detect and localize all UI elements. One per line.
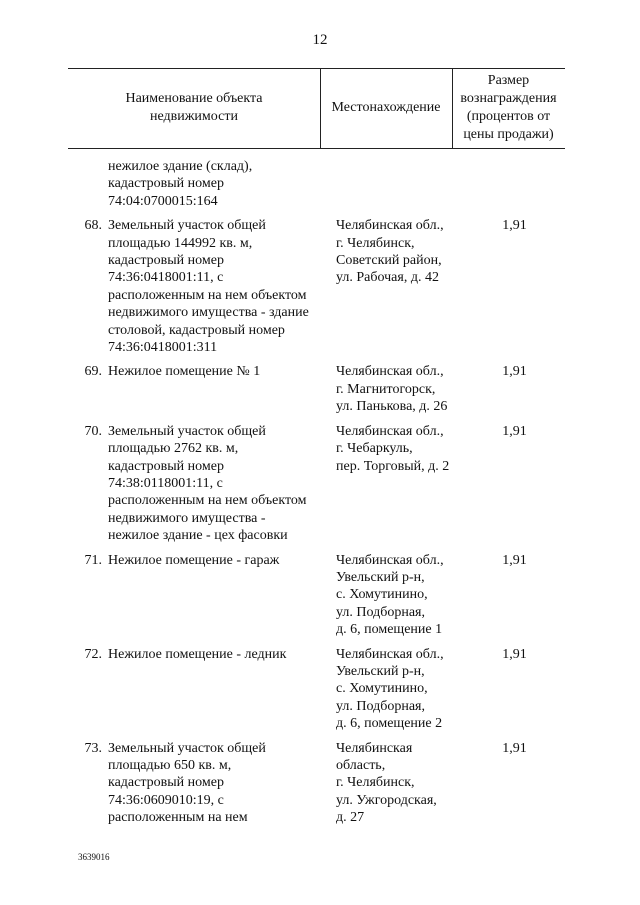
row-location — [326, 646, 458, 733]
row-location — [326, 217, 458, 356]
text-line: Челябинская обл., — [336, 364, 444, 380]
row-number: 69. — [84, 364, 102, 380]
text-line: Советский район, — [336, 253, 442, 269]
text-line: 74:38:0118001:11, с — [108, 475, 223, 491]
text-line: Нежилое помещение - ледник — [108, 646, 287, 662]
text-line: г. Магнитогорск, — [336, 381, 436, 397]
row-fee: 1,91 — [502, 218, 527, 234]
table-row — [68, 423, 565, 545]
text-line: недвижимости — [150, 109, 238, 124]
row-fee: 1,91 — [502, 364, 527, 380]
text-line: площадью 144992 кв. м, — [108, 235, 253, 251]
text-line: д. 6, помещение 1 — [336, 622, 443, 638]
text-line: Земельный участок общей — [108, 423, 266, 439]
text-line: столовой, кадастровый номер — [108, 322, 285, 338]
row-location — [326, 552, 458, 639]
row-number: 72. — [84, 646, 102, 662]
row-fee: 1,91 — [502, 423, 527, 439]
text-line: Местонахождение — [331, 100, 441, 115]
row-number: 68. — [84, 218, 102, 234]
text-line: недвижимого имущества - здание — [108, 305, 309, 321]
row-fee: 1,91 — [502, 552, 527, 568]
column-header-name — [68, 68, 320, 148]
column-header-location — [320, 68, 452, 148]
text-line: Земельный участок общей — [108, 740, 266, 756]
table-row — [68, 217, 565, 356]
text-line: площадью 650 кв. м, — [108, 758, 232, 773]
table-row — [68, 646, 565, 733]
text-line: Увельский р-н, — [336, 569, 425, 585]
row-number: 73. — [84, 740, 102, 756]
text-line: Нежилое помещение № 1 — [108, 364, 261, 380]
text-line: ул. Панькова, д. 26 — [336, 399, 448, 415]
page-number: 12 — [312, 32, 328, 48]
text-line: 74:36:0418001:311 — [108, 340, 218, 356]
text-line: Нежилое помещение - гараж — [108, 552, 280, 568]
text-line: расположенным на нем объектом — [108, 493, 307, 509]
row-fee — [458, 158, 571, 210]
text-line: вознаграждения — [460, 91, 557, 106]
text-line: кадастровый номер — [108, 176, 224, 192]
text-line: 74:36:0609010:19, с — [108, 792, 224, 808]
text-line: Челябинская обл., — [336, 218, 444, 234]
text-line: площадью 2762 кв. м, — [108, 441, 239, 457]
text-line: (процентов от — [466, 109, 551, 124]
text-line: Челябинская — [336, 740, 413, 756]
row-description — [102, 423, 326, 545]
table-row — [68, 158, 565, 210]
text-line: ул. Подборная, — [336, 604, 425, 620]
document-code: 3639016 — [78, 852, 110, 862]
row-number: 70. — [84, 423, 102, 439]
row-number: 71. — [84, 552, 102, 568]
table-row — [68, 740, 565, 827]
column-header-fee — [452, 68, 565, 148]
text-line: пер. Торговый, д. 2 — [336, 458, 450, 474]
text-line: Челябинская обл., — [336, 423, 444, 439]
text-line: г. Чебаркуль, — [336, 441, 413, 457]
text-line: нежилое здание - цех фасовки — [108, 528, 288, 544]
row-number — [68, 158, 102, 210]
text-line: с. Хомутинино, — [336, 587, 428, 603]
text-line: Размер — [487, 73, 530, 88]
text-line: кадастровый номер — [108, 253, 224, 269]
text-line: Челябинская обл., — [336, 552, 444, 568]
row-description — [102, 552, 326, 639]
table-body — [68, 158, 565, 834]
text-line: Наименование объекта — [125, 91, 263, 106]
row-location — [326, 363, 458, 415]
row-location — [326, 740, 458, 827]
row-description — [102, 217, 326, 356]
text-line: цены продажи) — [463, 127, 554, 142]
text-line: с. Хомутинино, — [336, 681, 428, 697]
text-line: г. Челябинск, — [336, 775, 415, 791]
text-line: область, — [336, 758, 386, 773]
table-row — [68, 363, 565, 415]
text-line: кадастровый номер — [108, 458, 224, 474]
row-description — [102, 646, 326, 733]
text-line: ул. Ужгородская, — [336, 792, 437, 808]
row-fee: 1,91 — [502, 740, 527, 756]
row-description — [102, 158, 326, 210]
row-location — [326, 423, 458, 545]
text-line: 74:04:0700015:164 — [108, 193, 218, 209]
row-description — [102, 363, 326, 415]
table-header-bottom-rule — [68, 148, 565, 149]
text-line: нежилое здание (склад), — [108, 159, 253, 174]
text-line: Челябинская обл., — [336, 646, 444, 662]
text-line: 74:36:0418001:11, с — [108, 270, 224, 286]
text-line: расположенным на нем — [108, 810, 248, 826]
row-description — [102, 740, 326, 827]
text-line: Увельский р-н, — [336, 663, 425, 679]
table-row — [68, 552, 565, 639]
text-line: ул. Рабочая, д. 42 — [336, 270, 439, 286]
text-line: недвижимого имущества - — [108, 510, 266, 526]
text-line: Земельный участок общей — [108, 218, 266, 234]
row-fee: 1,91 — [502, 646, 527, 662]
text-line: кадастровый номер — [108, 775, 224, 791]
text-line: д. 6, помещение 2 — [336, 716, 443, 732]
text-line: г. Челябинск, — [336, 235, 415, 251]
row-location — [326, 158, 458, 210]
text-line: расположенным на нем объектом — [108, 287, 307, 303]
text-line: ул. Подборная, — [336, 698, 425, 714]
text-line: д. 27 — [336, 810, 365, 826]
